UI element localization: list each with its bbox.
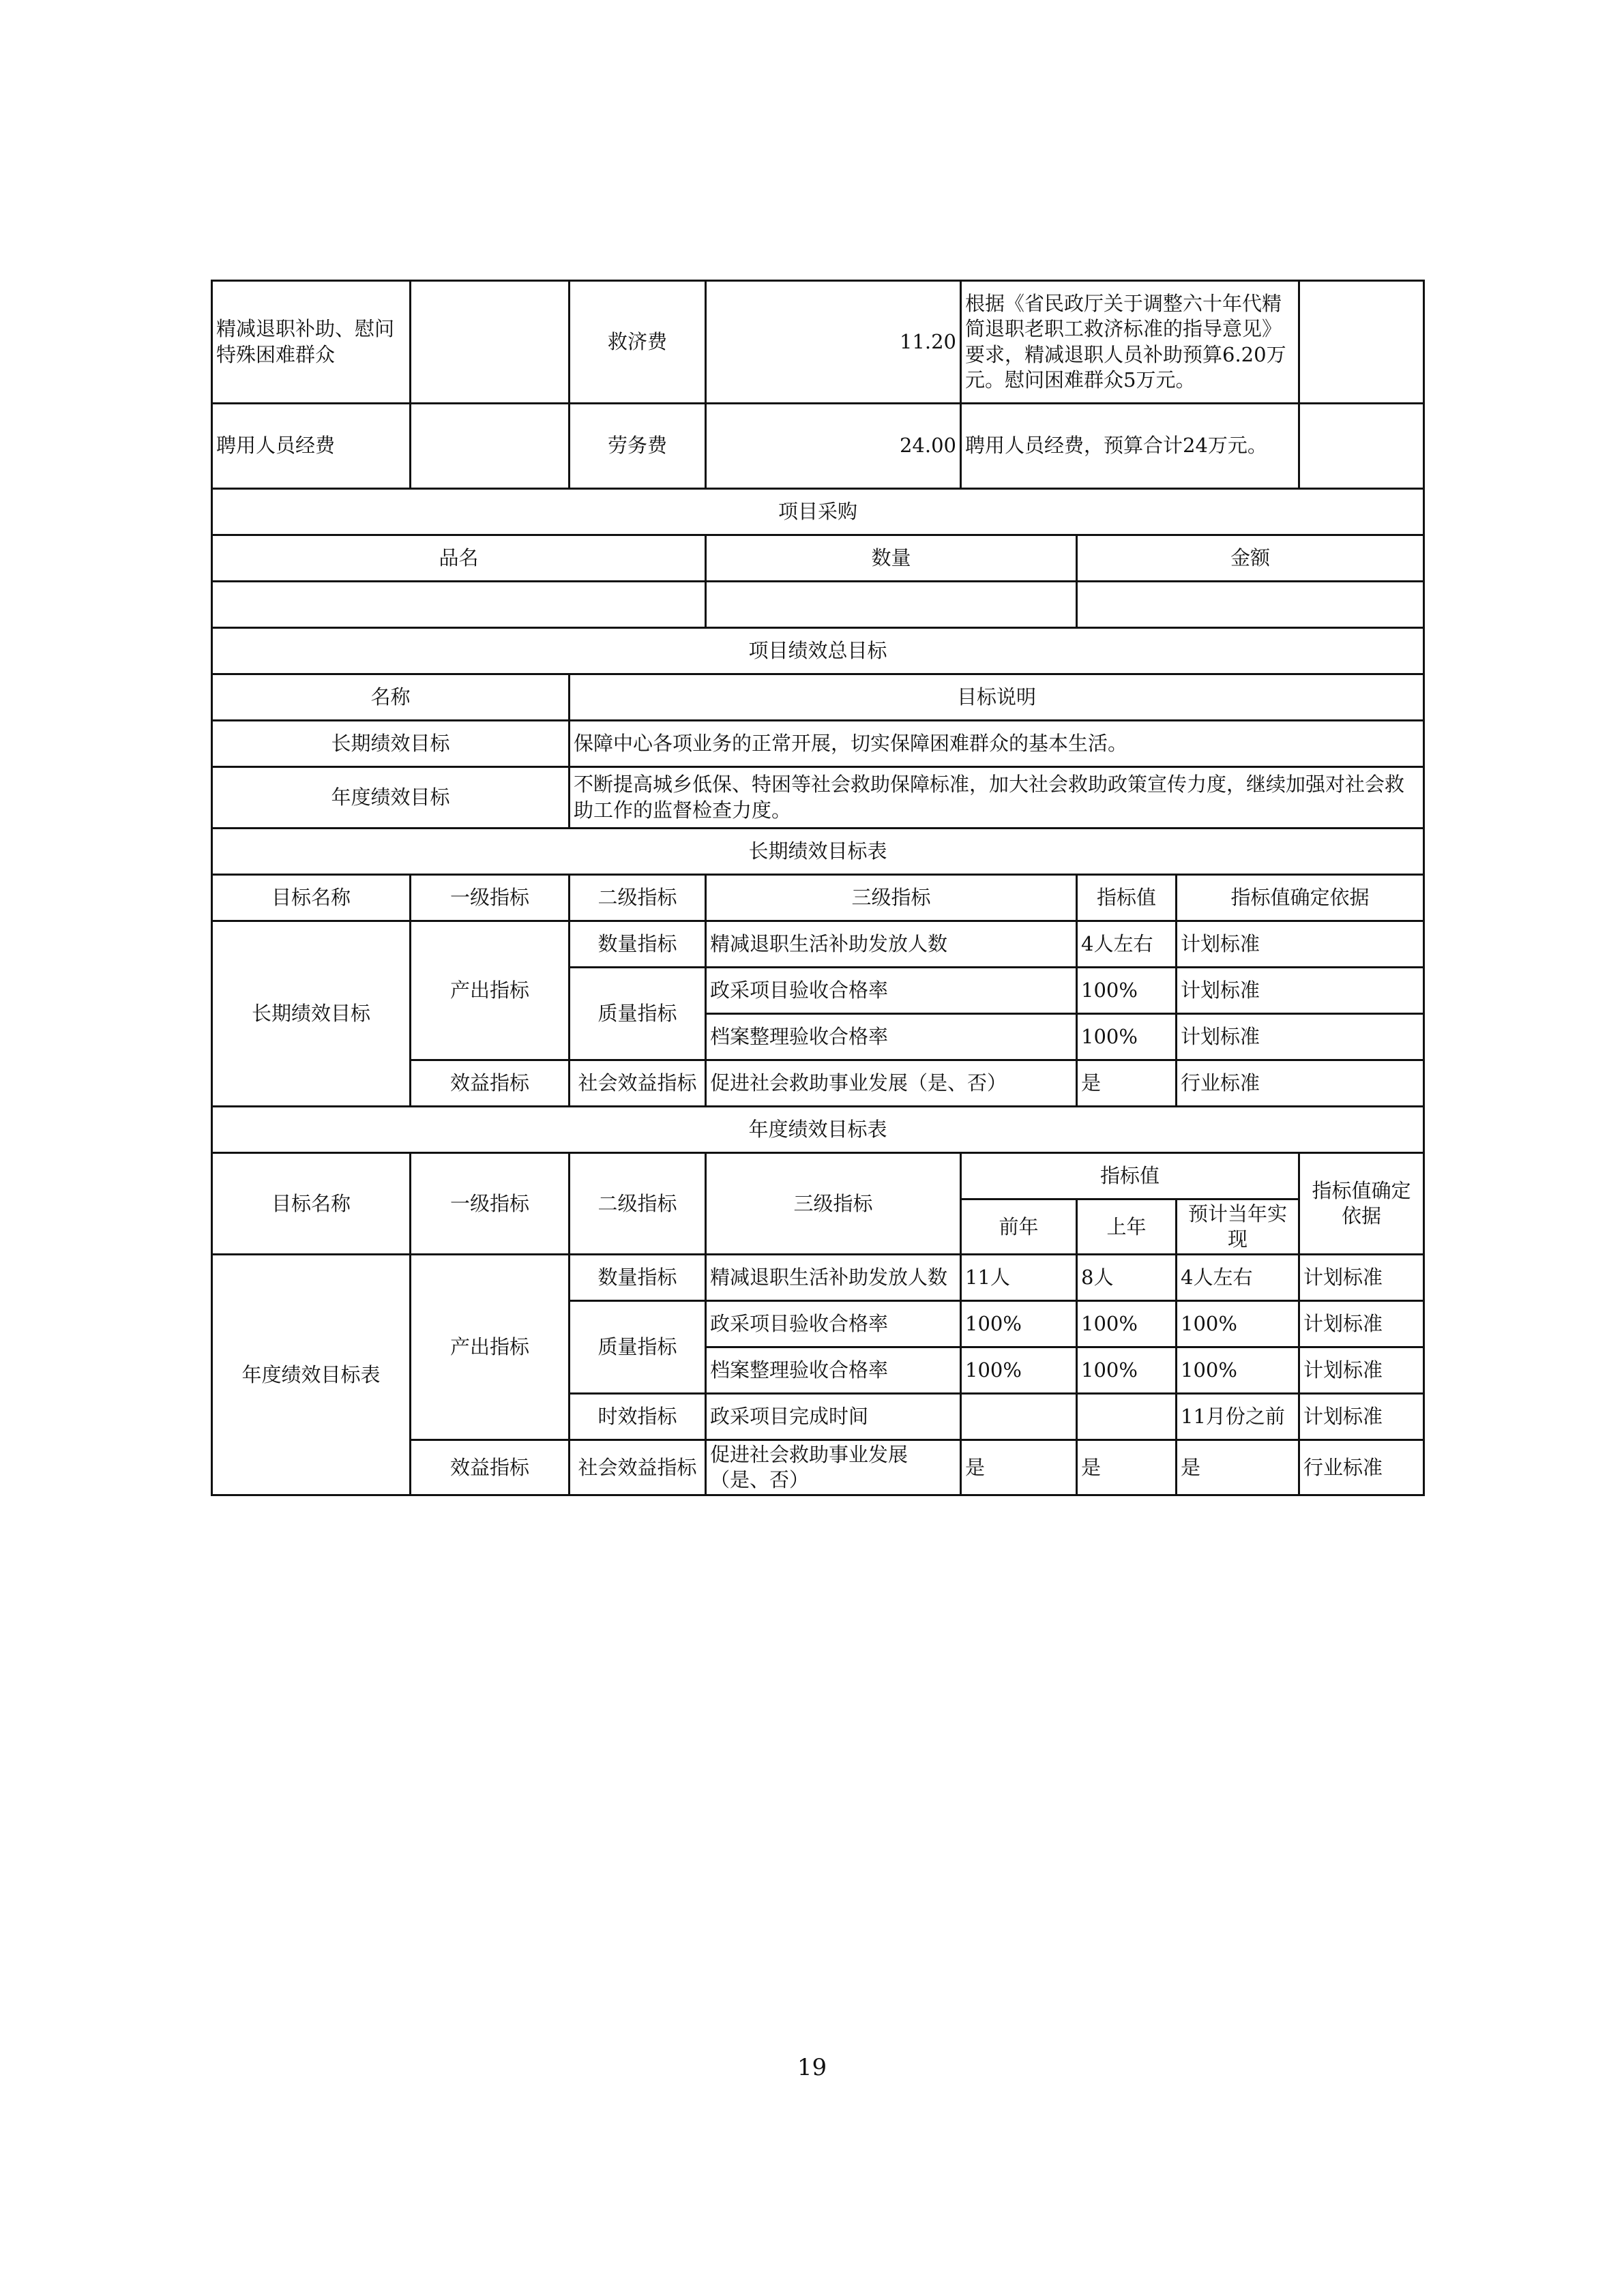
long-term-title-row — [212, 829, 1424, 875]
overall-goals-header-name: 名称 — [212, 674, 570, 721]
procurement-header-amount: 金额 — [1077, 535, 1424, 582]
annual-header-level1: 一级指标 — [411, 1153, 570, 1255]
long-term-row — [212, 921, 1424, 968]
overall-goals-header-row — [212, 674, 1424, 721]
expense-item: 聘用人员经费 — [212, 404, 411, 489]
annual-header-row — [212, 1153, 1424, 1199]
overall-goal-row — [212, 767, 1424, 829]
overall-goal-row — [212, 721, 1424, 767]
expense-basis: 根据《省民政厅关于调整六十年代精简退职老职工救济标准的指导意见》要求，精减退职人员补助预算6.20万元。慰问困难群众5万元。 — [961, 281, 1299, 404]
annual-header-last-year: 上年 — [1077, 1199, 1177, 1255]
procurement-cell — [212, 582, 706, 628]
procurement-cell — [1077, 582, 1424, 628]
annual-prev — [961, 1394, 1077, 1440]
annual-title-row — [212, 1107, 1424, 1153]
procurement-header-name: 品名 — [212, 535, 706, 582]
long-term-header-level3: 三级指标 — [706, 875, 1077, 921]
annual-prev: 11人 — [961, 1255, 1077, 1301]
expense-type: 救济费 — [570, 281, 706, 404]
annual-prev: 100% — [961, 1301, 1077, 1347]
procurement-cell — [706, 582, 1077, 628]
long-term-value: 100% — [1077, 968, 1177, 1014]
long-term-value: 100% — [1077, 1014, 1177, 1060]
annual-level3: 政采项目完成时间 — [706, 1394, 961, 1440]
annual-last: 100% — [1077, 1347, 1177, 1394]
long-term-level2: 质量指标 — [570, 968, 706, 1060]
long-term-header-row — [212, 875, 1424, 921]
expense-economic-class — [411, 281, 570, 404]
annual-level3: 政采项目验收合格率 — [706, 1301, 961, 1347]
expense-type: 劳务费 — [570, 404, 706, 489]
overall-goals-title-row — [212, 628, 1424, 674]
annual-basis: 计划标准 — [1299, 1394, 1424, 1440]
annual-basis: 计划标准 — [1299, 1255, 1424, 1301]
annual-header-level3: 三级指标 — [706, 1153, 961, 1255]
expense-row — [212, 404, 1424, 489]
expense-remark — [1299, 404, 1424, 489]
overall-goals-header-desc: 目标说明 — [570, 674, 1424, 721]
long-term-target-name: 长期绩效目标 — [212, 921, 411, 1107]
long-term-value: 4人左右 — [1077, 921, 1177, 968]
annual-expected: 100% — [1177, 1347, 1299, 1394]
expense-amount: 11.20 — [706, 281, 961, 404]
annual-prev: 100% — [961, 1347, 1077, 1394]
annual-level2: 数量指标 — [570, 1255, 706, 1301]
overall-goal-name: 长期绩效目标 — [212, 721, 570, 767]
long-term-title: 长期绩效目标表 — [212, 829, 1424, 875]
expense-basis: 聘用人员经费，预算合计24万元。 — [961, 404, 1299, 489]
expense-remark — [1299, 281, 1424, 404]
long-term-basis: 计划标准 — [1177, 1014, 1424, 1060]
procurement-title-row — [212, 489, 1424, 535]
long-term-header-level1: 一级指标 — [411, 875, 570, 921]
annual-header-level2: 二级指标 — [570, 1153, 706, 1255]
long-term-level2: 数量指标 — [570, 921, 706, 968]
expense-row — [212, 281, 1424, 404]
long-term-header-basis: 指标值确定依据 — [1177, 875, 1424, 921]
long-term-header-level2: 二级指标 — [570, 875, 706, 921]
annual-prev: 是 — [961, 1440, 1077, 1495]
annual-level1: 效益指标 — [411, 1440, 570, 1495]
annual-basis: 行业标准 — [1299, 1440, 1424, 1495]
annual-level3: 档案整理验收合格率 — [706, 1347, 961, 1394]
annual-level2: 社会效益指标 — [570, 1440, 706, 1495]
long-term-basis: 计划标准 — [1177, 921, 1424, 968]
annual-expected: 100% — [1177, 1301, 1299, 1347]
procurement-row — [212, 582, 1424, 628]
annual-last: 是 — [1077, 1440, 1177, 1495]
annual-expected: 11月份之前 — [1177, 1394, 1299, 1440]
long-term-level3: 档案整理验收合格率 — [706, 1014, 1077, 1060]
annual-basis: 计划标准 — [1299, 1301, 1424, 1347]
overall-goal-name: 年度绩效目标 — [212, 767, 570, 829]
long-term-level3: 促进社会救助事业发展（是、否） — [706, 1060, 1077, 1107]
long-term-header-value: 指标值 — [1077, 875, 1177, 921]
annual-last: 100% — [1077, 1301, 1177, 1347]
annual-target-name: 年度绩效目标表 — [212, 1255, 411, 1495]
annual-last: 8人 — [1077, 1255, 1177, 1301]
annual-expected: 4人左右 — [1177, 1255, 1299, 1301]
procurement-header-row — [212, 535, 1424, 582]
annual-level1: 产出指标 — [411, 1255, 570, 1440]
annual-header-value: 指标值 — [961, 1153, 1299, 1199]
expense-amount: 24.00 — [706, 404, 961, 489]
overall-goals-title: 项目绩效总目标 — [212, 628, 1424, 674]
long-term-level1: 效益指标 — [411, 1060, 570, 1107]
annual-level2: 质量指标 — [570, 1301, 706, 1394]
annual-level2: 时效指标 — [570, 1394, 706, 1440]
annual-header-target: 目标名称 — [212, 1153, 411, 1255]
annual-expected: 是 — [1177, 1440, 1299, 1495]
long-term-header-target: 目标名称 — [212, 875, 411, 921]
annual-header-expected: 预计当年实现 — [1177, 1199, 1299, 1255]
expense-economic-class — [411, 404, 570, 489]
page-number: 19 — [797, 2054, 827, 2081]
annual-level3: 精减退职生活补助发放人数 — [706, 1255, 961, 1301]
long-term-level2: 社会效益指标 — [570, 1060, 706, 1107]
expense-item: 精减退职补助、慰问特殊困难群众 — [212, 281, 411, 404]
annual-basis: 计划标准 — [1299, 1347, 1424, 1394]
long-term-level3: 政采项目验收合格率 — [706, 968, 1077, 1014]
procurement-title: 项目采购 — [212, 489, 1424, 535]
annual-level3: 促进社会救助事业发展（是、否） — [706, 1440, 961, 1495]
budget-performance-table — [211, 280, 1425, 1496]
long-term-basis: 行业标准 — [1177, 1060, 1424, 1107]
overall-goal-desc: 不断提高城乡低保、特困等社会救助保障标准，加大社会救助政策宣传力度，继续加强对社会救助工作的监督检查力度。 — [570, 767, 1424, 829]
long-term-level1: 产出指标 — [411, 921, 570, 1060]
annual-header-basis: 指标值确定依据 — [1299, 1153, 1424, 1255]
long-term-basis: 计划标准 — [1177, 968, 1424, 1014]
annual-row — [212, 1255, 1424, 1301]
overall-goal-desc: 保障中心各项业务的正常开展，切实保障困难群众的基本生活。 — [570, 721, 1424, 767]
long-term-level3: 精减退职生活补助发放人数 — [706, 921, 1077, 968]
procurement-header-quantity: 数量 — [706, 535, 1077, 582]
annual-header-prev-year: 前年 — [961, 1199, 1077, 1255]
annual-last — [1077, 1394, 1177, 1440]
long-term-value: 是 — [1077, 1060, 1177, 1107]
annual-title: 年度绩效目标表 — [212, 1107, 1424, 1153]
